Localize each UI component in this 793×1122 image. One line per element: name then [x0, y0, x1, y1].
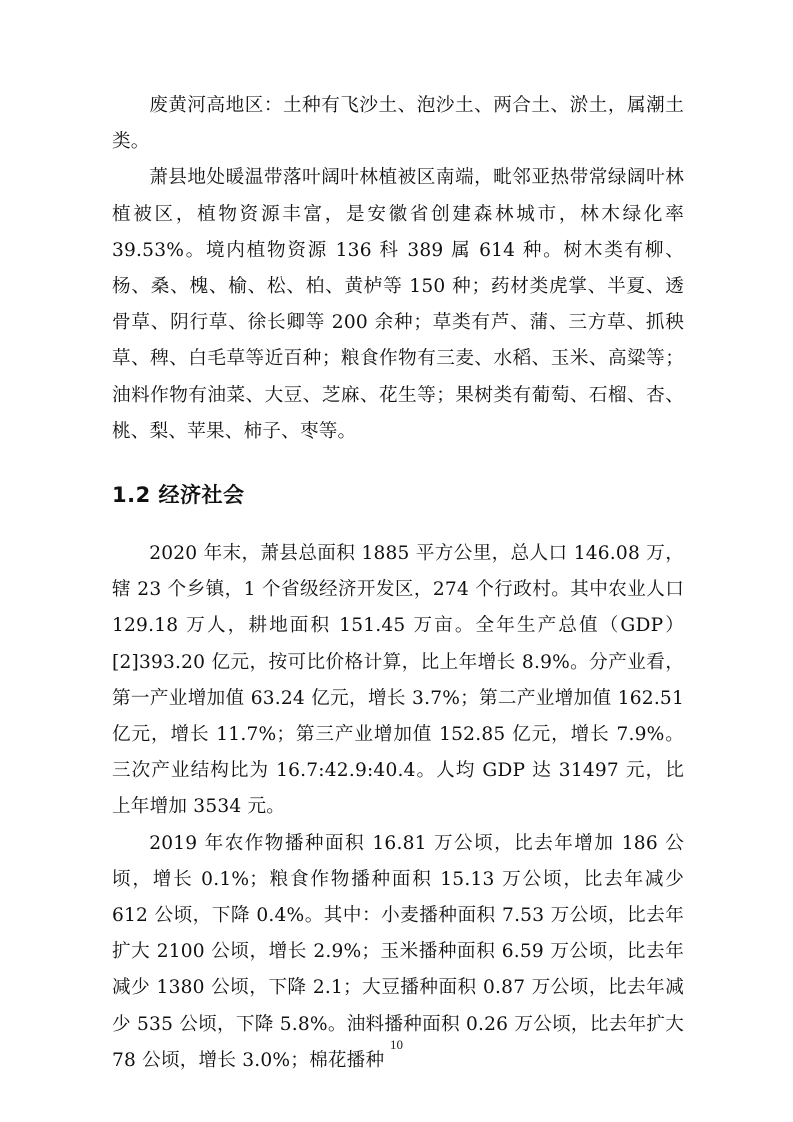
- paragraph-crops: 2019 年农作物播种面积 16.81 万公顷，比去年增加 186 公顷，增长 0.1%；粮食作物播种面积 15.13 万公顷，比去年减少 612 公顷，下降 0.4%。其中：小麦播种面积 7.53 万公顷，比去年扩大 2100 公顷，增长 2.9%；玉米播种面积 6.59 万公顷，比去年减少 1380 公顷，下降 2.1；大豆播种面积 0.87 万公顷，比去年减少 535 公顷，下降 5.8%。油料播种面积 0.26 万公顷，比去年扩大 78 公顷，增长 3.0%；棉花播种: [112, 832, 684, 1071]
- paragraph-economy: 2020 年末，萧县总面积 1885 平方公里，总人口 146.08 万，辖 23 个乡镇，1 个省级经济开发区，274 个行政村。其中农业人口 129.18 万人，耕地面积 151.45 万亩。全年生产总值（GDP）[2]393.20 亿元，按可比价格计算，比上年增长 8.9%。分产业看，第一产业增加值 63.24 亿元，增长 3.7%；第二产业增加值 162.51 亿元，增长 11.7%；第三产业增加值 152.85 亿元，增长 7.9%。三次产业结构比为 16.7:42.9:40.4。人均 GDP 达 31497 元，比上年增加 3534 元。: [112, 543, 684, 818]
- page-body: [112, 88, 684, 1079]
- page-number: 10: [390, 1037, 403, 1052]
- section-heading: 1.2 经济社会: [112, 483, 245, 508]
- paragraph-soil-types: 废黄河高地区：土种有飞沙土、泡沙土、两合土、淤土，属潮土类。: [112, 95, 684, 153]
- paragraph-vegetation: 萧县地处暖温带落叶阔叶林植被区南端，毗邻亚热带常绿阔叶林植被区，植物资源丰富，是安徽省创建森林城市，林木绿化率 39.53%。境内植物资源 136 科 389 属 614 种。树木类有柳、杨、桑、槐、榆、松、柏、黄栌等 150 种；药材类虎掌、半夏、透骨草、阴行草、徐长卿等 200 余种；草类有芦、蒲、三方草、抓秧草、稗、白毛草等近百种；粮食作物有三麦、水稻、玉米、高粱等；油料作物有油菜、大豆、芝麻、花生等；果树类有葡萄、石榴、杏、桃、梨、苹果、柿子、枣等。: [112, 167, 684, 442]
